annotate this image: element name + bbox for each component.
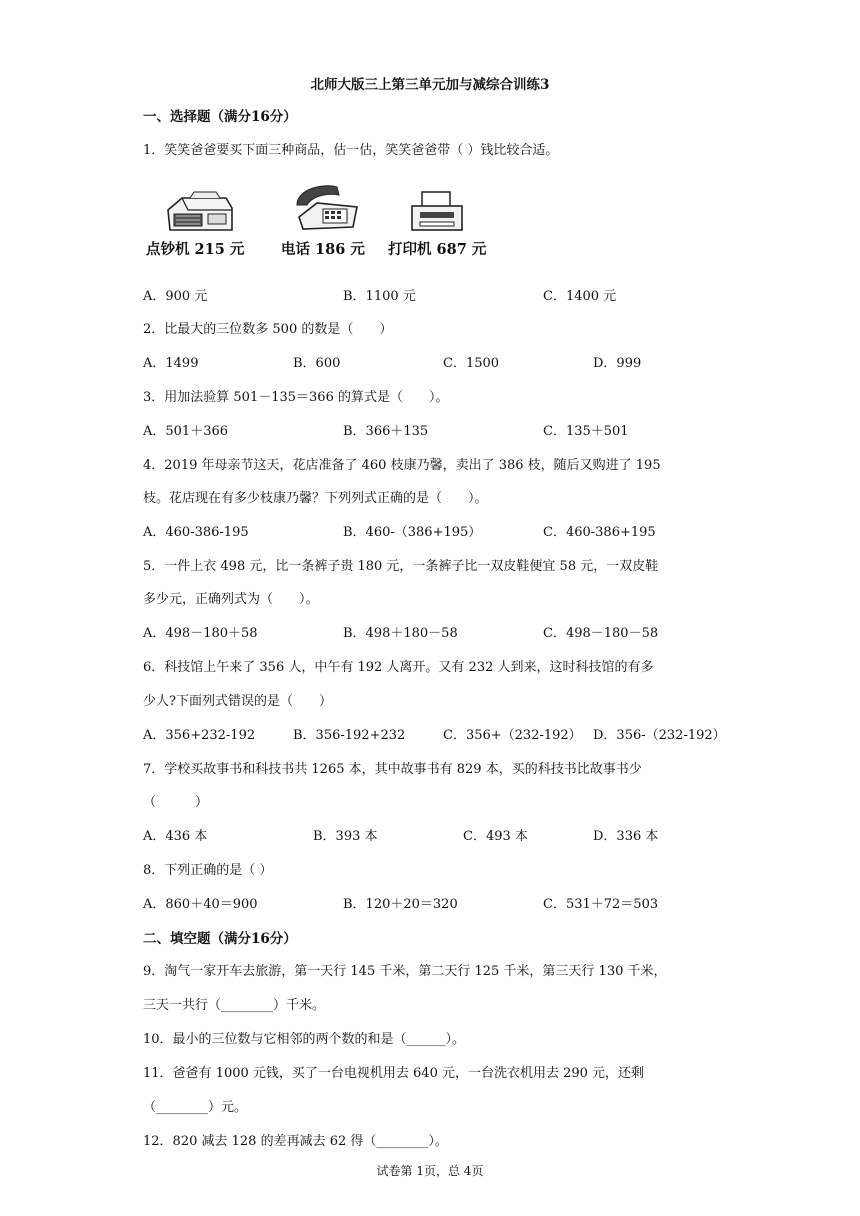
product-printer	[408, 190, 466, 236]
page-footer: 试卷第 1页，总 4页	[376, 1164, 484, 1178]
question-12-stem: 12．820 减去 128 的差再减去 62 得（________）。	[143, 1134, 448, 1149]
q4-option-b: B．460-（386+195）	[343, 525, 482, 540]
printer-icon	[408, 190, 466, 236]
q1-option-c: C．1400 元	[543, 289, 617, 304]
q6-option-c: C．356+（232-192）	[443, 728, 582, 743]
question-8-stem: 8．下列正确的是（ ）	[143, 863, 273, 878]
product-telephone	[293, 181, 363, 237]
q3-option-b: B．366＋135	[343, 424, 429, 439]
q8-option-b: B．120＋20＝320	[343, 897, 458, 912]
question-6-stem-line1: 6．科技馆上午来了 356 人，中午有 192 人离开。又有 232 人到来，这时科技馆的有多	[143, 660, 654, 675]
q1-option-b: B．1100 元	[343, 289, 416, 304]
q2-option-b: B．600	[293, 356, 341, 371]
product-telephone-label: 电话 186 元	[281, 241, 365, 258]
telephone-icon	[293, 181, 363, 237]
q8-option-c: C．531＋72＝503	[543, 897, 659, 912]
question-1-stem: 1．笑笑爸爸要买下面三种商品，估一估，笑笑爸爸带（ ）钱比较合适。	[143, 143, 559, 158]
q1-option-a: A．900 元	[143, 289, 208, 304]
section-heading-fill: 二、填空题（满分16分）	[143, 931, 297, 947]
question-6-stem-line2: 少人?下面列式错误的是（ ）	[143, 694, 332, 709]
q8-option-a: A．860＋40＝900	[143, 897, 258, 912]
q2-option-a: A．1499	[143, 356, 199, 371]
q5-option-b: B．498＋180－58	[343, 626, 458, 641]
question-11-stem-line1: 11．爸爸有 1000 元钱，买了一台电视机用去 640 元，一台洗衣机用去 290 元，还剩	[143, 1066, 645, 1081]
q7-option-d: D．336 本	[593, 829, 659, 844]
product-money-counter-label: 点钞机 215 元	[146, 241, 245, 258]
q7-option-c: C．493 本	[463, 829, 528, 844]
q5-option-a: A．498－180＋58	[143, 626, 258, 641]
question-10-stem: 10．最小的三位数与它相邻的两个数的和是（______）。	[143, 1032, 466, 1047]
question-5-stem-line2: 多少元，正确列式为（ ）。	[143, 592, 319, 607]
question-11-stem-line2: （________）元。	[143, 1100, 248, 1115]
q7-option-b: B．393 本	[313, 829, 378, 844]
q6-option-b: B．356-192+232	[293, 728, 406, 743]
q6-option-d: D．356-（232-192）	[593, 728, 726, 743]
q2-option-d: D．999	[593, 356, 642, 371]
q6-option-a: A．356+232-192	[143, 728, 256, 743]
money-counter-icon	[160, 190, 240, 236]
product-money-counter	[160, 190, 240, 236]
q7-option-a: A．436 本	[143, 829, 208, 844]
product-printer-label: 打印机 687 元	[388, 241, 487, 258]
question-9-stem-line2: 三天一共行（________）千米。	[143, 998, 326, 1013]
question-9-stem-line1: 9．淘气一家开车去旅游，第一天行 145 千米，第二天行 125 千米，第三天行 130 千米，	[143, 964, 667, 979]
q5-option-c: C．498－180－58	[543, 626, 659, 641]
q2-option-c: C．1500	[443, 356, 500, 371]
question-3-stem: 3．用加法验算 501－135＝366 的算式是（ ）。	[143, 390, 449, 405]
page-title: 北师大版三上第三单元加与减综合训练3	[310, 77, 550, 93]
question-5-stem-line1: 5．一件上衣 498 元，比一条裤子贵 180 元，一条裤子比一双皮鞋便宜 58 元，一双皮鞋	[143, 559, 659, 574]
q4-option-c: C．460-386+195	[543, 525, 656, 540]
section-heading-choice: 一、选择题（满分16分）	[143, 109, 297, 125]
q4-option-a: A．460-386-195	[143, 525, 249, 540]
q3-option-c: C．135＋501	[543, 424, 629, 439]
question-4-stem-line2: 枝。花店现在有多少枝康乃馨？下列列式正确的是（ ）。	[143, 491, 488, 506]
question-7-stem-line2: （ ）	[143, 795, 209, 810]
question-4-stem-line1: 4．2019 年母亲节这天，花店准备了 460 枝康乃馨，卖出了 386 枝，随后又购进了 195	[143, 458, 661, 473]
question-2-stem: 2．比最大的三位数多 500 的数是（ ）	[143, 322, 393, 337]
question-7-stem-line1: 7．学校买故事书和科技书共 1265 本，其中故事书有 829 本，买的科技书比故事书少	[143, 762, 642, 777]
q3-option-a: A．501＋366	[143, 424, 229, 439]
